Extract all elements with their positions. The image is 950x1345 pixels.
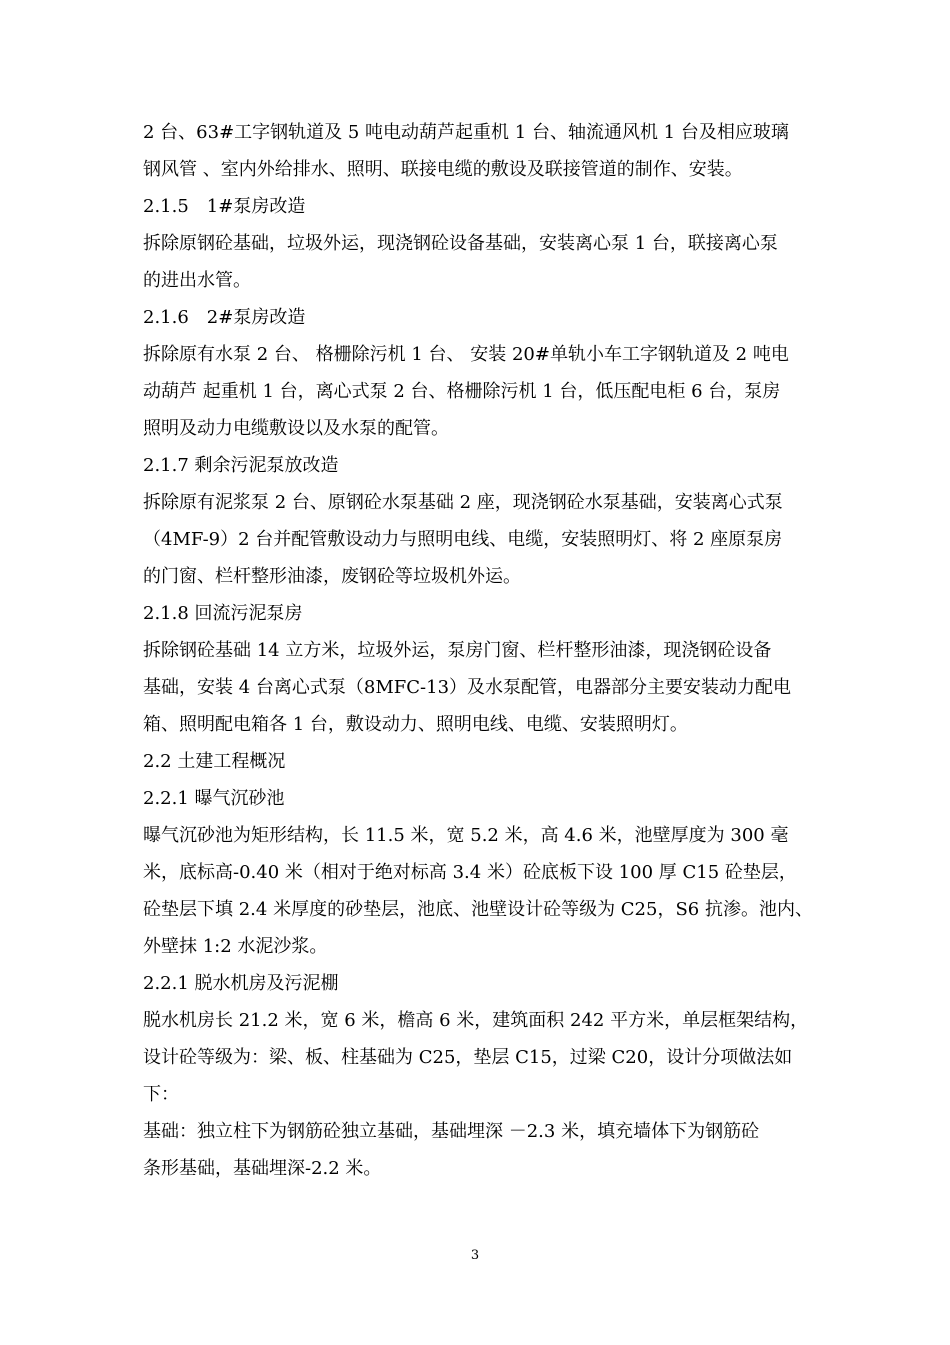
text-line: 脱水机房长 21.2 米，宽 6 米，檐高 6 米，建筑面积 242 平方米，单层框架结构， xyxy=(143,1010,809,1031)
text-line: 设计砼等级为：梁、板、柱基础为 C25，垫层 C15，过梁 C20，设计分项做法如 xyxy=(143,1047,793,1068)
text-line: 砼垫层下填 2.4 米厚度的砂垫层，池底、池壁设计砼等级为 C25，S6 抗渗。池内、 xyxy=(143,899,813,920)
text-line: 2 台、63#工字钢轨道及 5 吨电动葫芦起重机 1 台、轴流通风机 1 台及相应玻璃 xyxy=(143,122,789,143)
text-line: 基础：独立柱下为钢筋砼独立基础，基础埋深 －2.3 米，填充墙体下为钢筋砼 xyxy=(143,1121,760,1142)
section-heading: 2.2 土建工程概况 xyxy=(143,751,286,772)
text-line: 曝气沉砂池为矩形结构，长 11.5 米，宽 5.2 米，高 4.6 米，池壁厚度为 300 毫 xyxy=(143,825,789,846)
text-line: 箱、照明配电箱各 1 台，敷设动力、照明电线、电缆、安装照明灯。 xyxy=(143,714,688,735)
text-line: 的门窗、栏杆整形油漆，废钢砼等垃圾机外运。 xyxy=(143,566,521,587)
text-line: 下： xyxy=(143,1084,179,1105)
text-line: 米，底标高-0.40 米（相对于绝对标高 3.4 米）砼底板下设 100 厚 C15 砼垫层， xyxy=(143,862,797,883)
section-heading: 2.2.1 脱水机房及污泥棚 xyxy=(143,973,339,994)
text-line: 拆除钢砼基础 14 立方米，垃圾外运，泵房门窗、栏杆整形油漆，现浇钢砼设备 xyxy=(143,640,772,661)
text-line: 照明及动力电缆敷设以及水泵的配管。 xyxy=(143,418,449,439)
text-line: 的进出水管。 xyxy=(143,270,251,291)
text-line: （4MF-9）2 台并配管敷设动力与照明电线、电缆，安装照明灯、将 2 座原泵房 xyxy=(143,529,783,550)
text-line: 拆除原有泥浆泵 2 台、原钢砼水泵基础 2 座，现浇钢砼水泵基础，安装离心式泵 xyxy=(143,492,783,513)
text-line: 动葫芦 起重机 1 台，离心式泵 2 台、格栅除污机 1 台，低压配电柜 6 台，泵房 xyxy=(143,381,781,402)
text-line: 外壁抹 1:2 水泥沙浆。 xyxy=(143,936,328,957)
text-line: 基础，安装 4 台离心式泵（8MFC-13）及水泵配管，电器部分主要安装动力配电 xyxy=(143,677,792,698)
text-line: 拆除原钢砼基础，垃圾外运，现浇钢砼设备基础，安装离心泵 1 台，联接离心泵 xyxy=(143,233,778,254)
section-heading: 2.1.6 2#泵房改造 xyxy=(143,307,306,328)
section-heading: 2.2.1 曝气沉砂池 xyxy=(143,788,285,809)
section-heading: 2.1.8 回流污泥泵房 xyxy=(143,603,303,624)
section-heading: 2.1.5 1#泵房改造 xyxy=(143,196,306,217)
text-line: 拆除原有水泵 2 台、 格栅除污机 1 台、 安装 20#单轨小车工字钢轨道及 2 吨电 xyxy=(143,344,789,365)
text-line: 条形基础，基础埋深-2.2 米。 xyxy=(143,1158,382,1179)
page-number: 3 xyxy=(470,1248,480,1263)
section-heading: 2.1.7 剩余污泥泵放改造 xyxy=(143,455,339,476)
text-line: 钢风管 、室内外给排水、照明、联接电缆的敷设及联接管道的制作、安装。 xyxy=(143,159,743,180)
body-text xyxy=(143,114,823,1187)
